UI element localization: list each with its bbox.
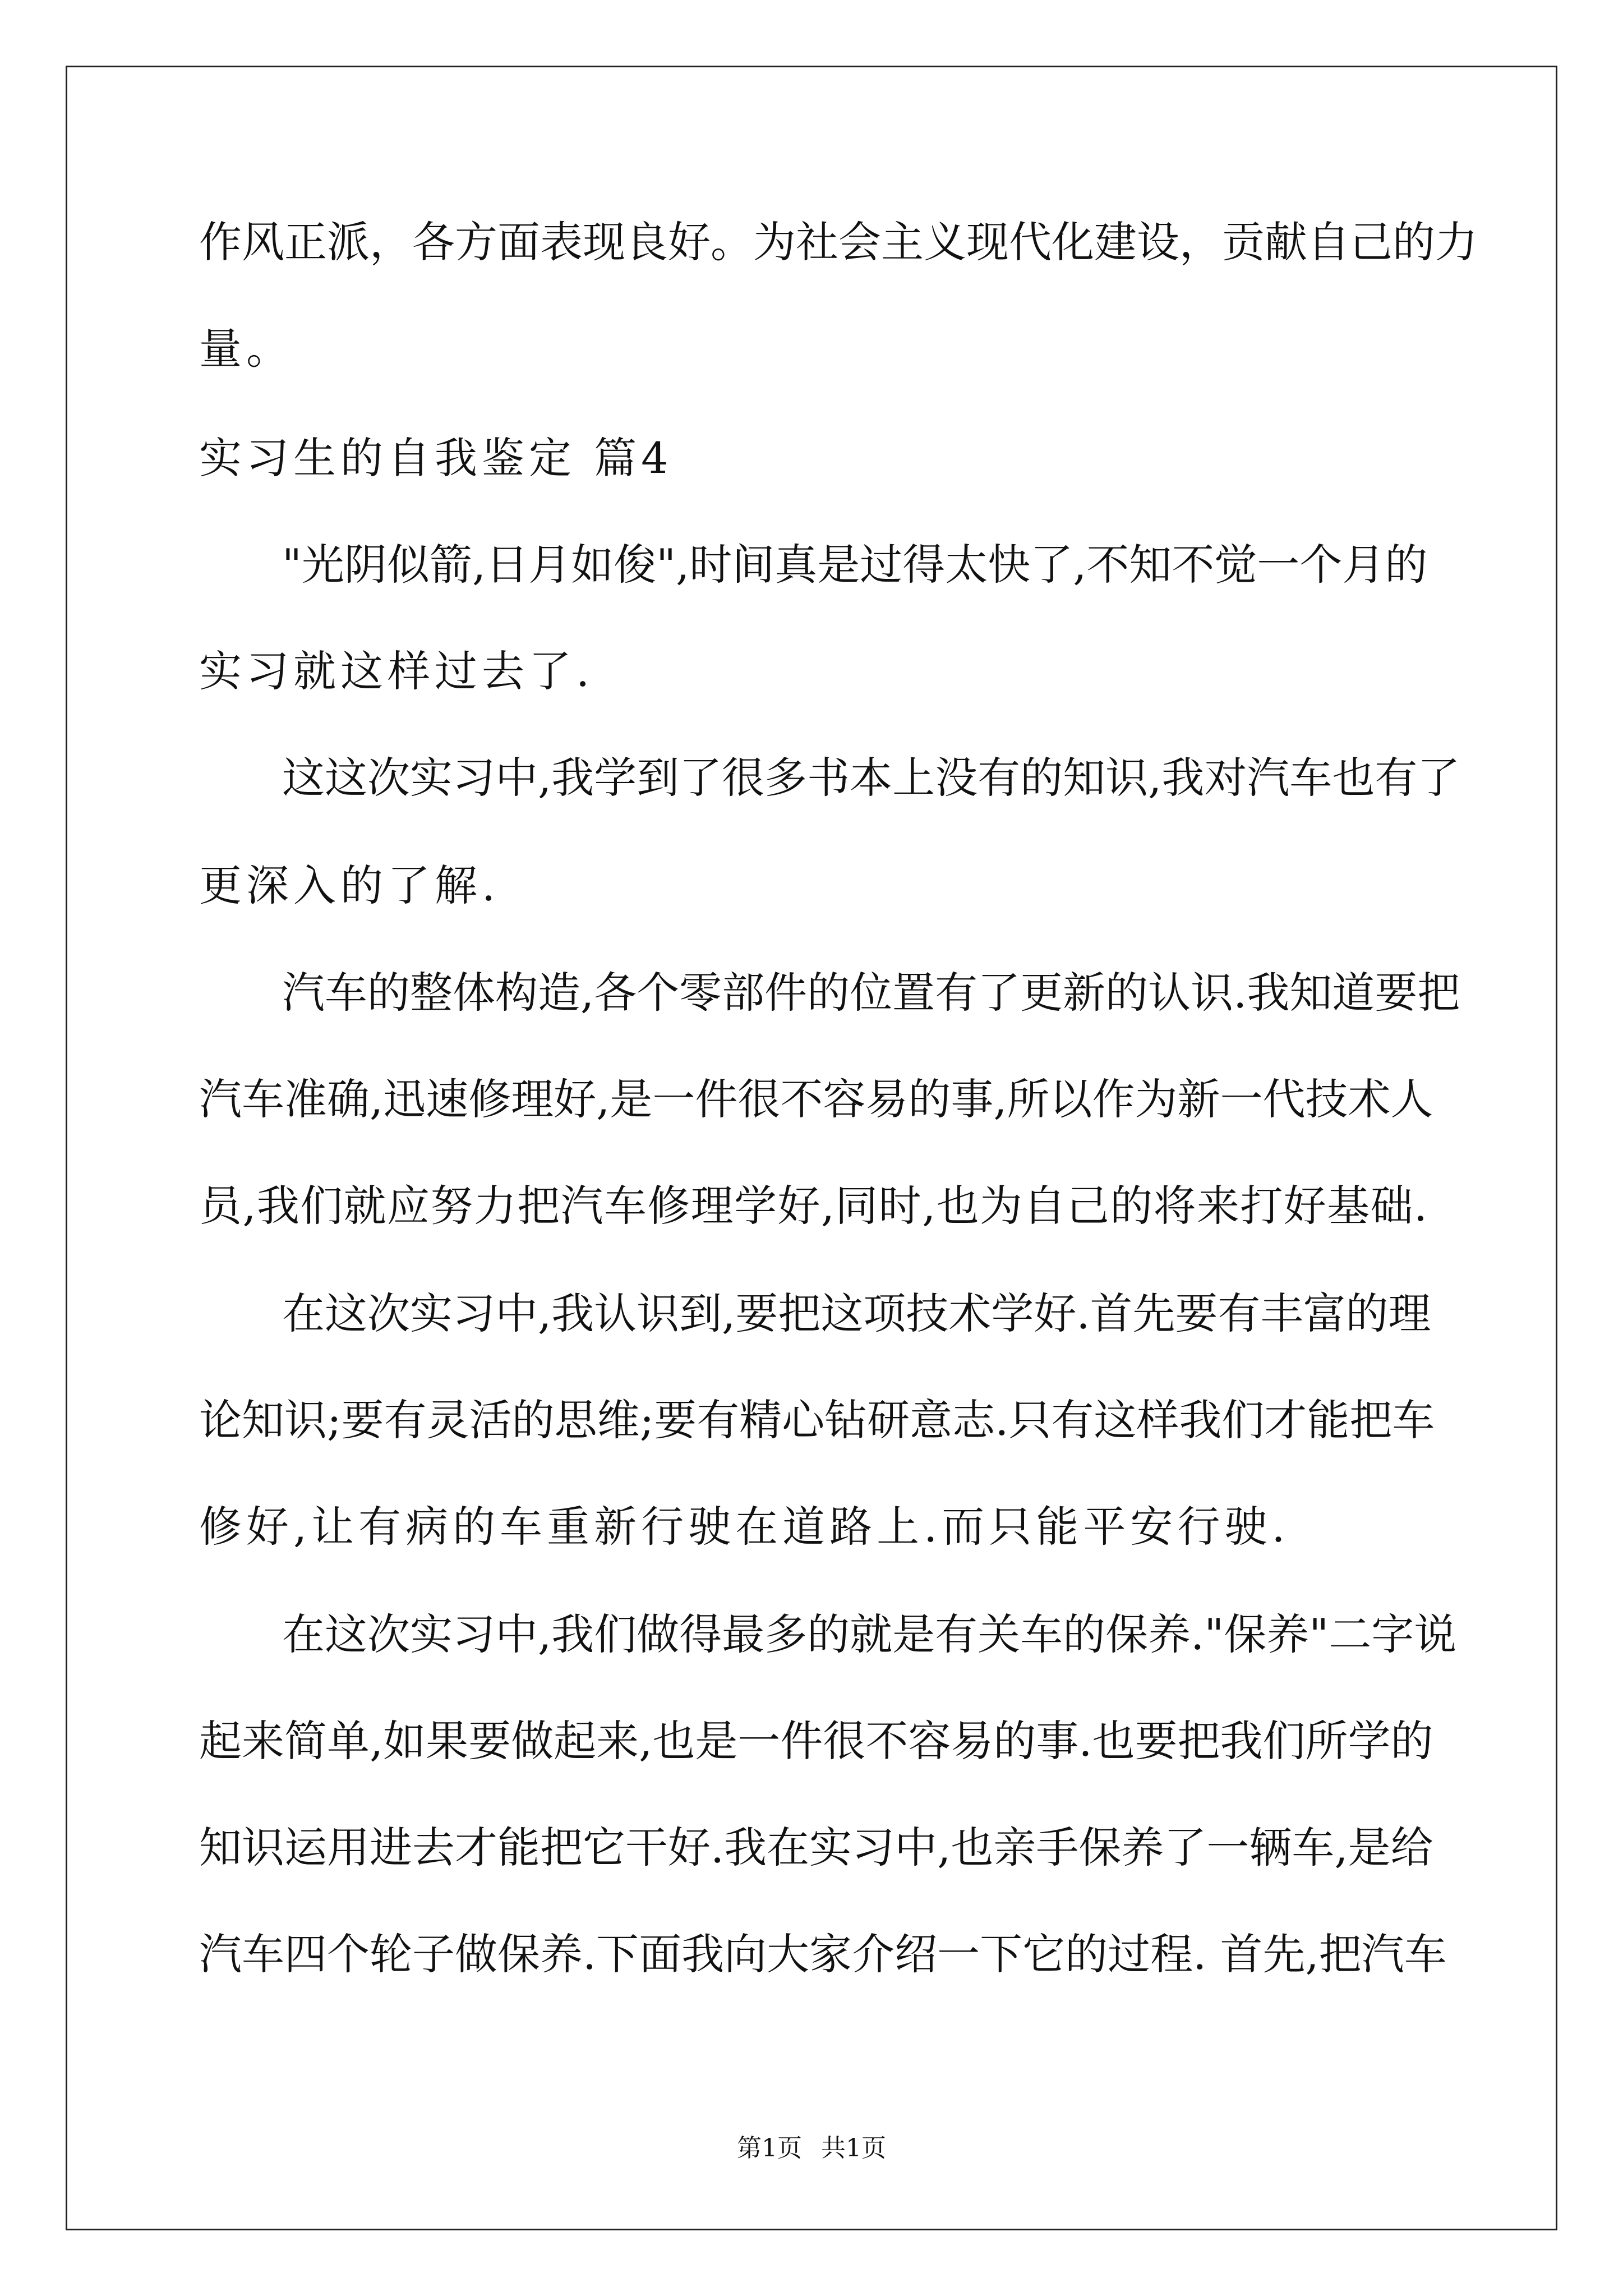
text-line: 实习就这样过去了. bbox=[199, 646, 594, 696]
text-line: 论知识;要有灵活的思维;要有精心钻研意志.只有这样我们才能把车 bbox=[199, 1395, 1435, 1445]
text-line: 汽车四个轮子做保养.下面我向大家介绍一下它的过程. 首先,把汽车 bbox=[199, 1929, 1447, 1979]
paragraph-first-line: "光阴似箭,日月如俊",时间真是过得太快了,不知不觉一个月的 bbox=[282, 540, 1428, 590]
paragraph-first-line: 汽车的整体构造,各个零部件的位置有了更新的认识.我知道要把 bbox=[282, 968, 1460, 1018]
text-line: 量。 bbox=[199, 324, 293, 374]
page-number: 第1页 bbox=[737, 2134, 802, 2162]
page-total: 共1页 bbox=[821, 2134, 886, 2162]
paragraph-first-line: 在这次实习中,我认识到,要把这项技术学好.首先要有丰富的理 bbox=[282, 1289, 1431, 1338]
text-line: 更深入的了解. bbox=[199, 861, 500, 910]
paragraph-first-line: 这这次实习中,我学到了很多书本上没有的知识,我对汽车也有了 bbox=[282, 753, 1460, 803]
page-footer bbox=[0, 2132, 1623, 2165]
text-line: 员,我们就应努力把汽车修理学好,同时,也为自己的将来打好基础. bbox=[199, 1181, 1427, 1231]
text-line: 修好,让有病的车重新行驶在道路上.而只能平安行驶. bbox=[199, 1502, 1290, 1552]
text-line: 知识运用进去才能把它干好.我在实习中,也亲手保养了一辆车,是给 bbox=[199, 1823, 1433, 1872]
text-line: 作风正派，各方面表现良好。为社会主义现代化建设，贡献自己的力 bbox=[199, 217, 1478, 267]
text-line: 汽车准确,迅速修理好,是一件很不容易的事,所以作为新一代技术人 bbox=[199, 1074, 1433, 1124]
section-heading: 实习生的自我鉴定 篇4 bbox=[199, 433, 673, 483]
text-line: 起来简单,如果要做起来,也是一件很不容易的事.也要把我们所学的 bbox=[199, 1716, 1433, 1766]
page-border bbox=[66, 66, 1557, 2230]
paragraph-first-line: 在这次实习中,我们做得最多的就是有关车的保养."保养"二字说 bbox=[282, 1609, 1457, 1659]
